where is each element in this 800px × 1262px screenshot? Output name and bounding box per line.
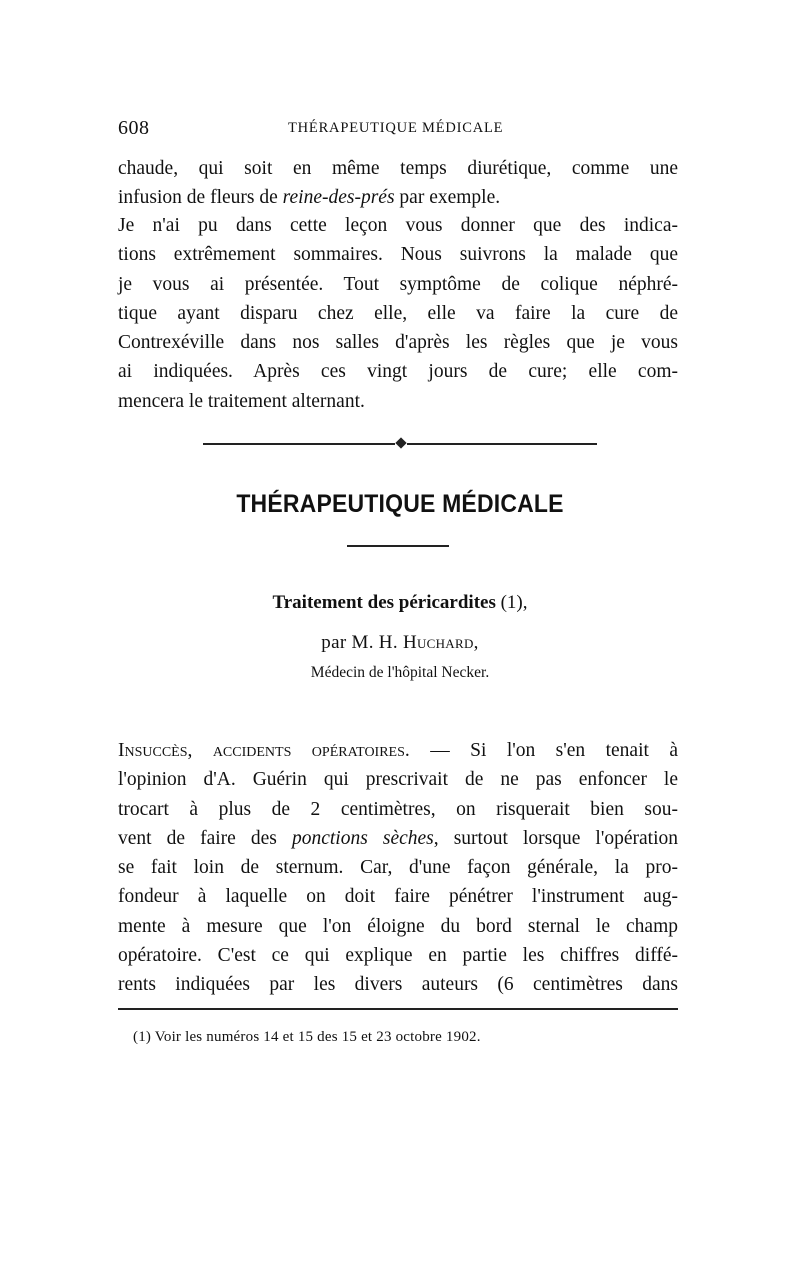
- text-line: infusion de fleurs de reine-des-prés par exemple.: [118, 187, 501, 209]
- text-line: je vous ai présentée. Tout symptôme de colique néphré-: [118, 273, 678, 295]
- author-affiliation: Médecin de l'hôpital Necker.: [310, 664, 490, 681]
- running-head: [118, 117, 678, 141]
- byline-prefix: par M. H.: [321, 632, 403, 653]
- text-line: l'opinion d'A. Guérin qui prescrivait de ne pas enfoncer le: [118, 769, 678, 791]
- article-title-footnote-ref: (1),: [495, 592, 528, 613]
- section-title: THÉRAPEUTIQUE MÉDICALE: [236, 490, 564, 518]
- text-line: ai indiquées. Après ces vingt jours de cure; elle com-: [118, 361, 678, 383]
- running-title: THÉRAPEUTIQUE MÉDICALE: [288, 120, 504, 136]
- paragraph-lead: Insuccès, accidents opératoires.: [118, 740, 410, 761]
- page-number: 608: [118, 117, 150, 139]
- byline: [0, 632, 800, 654]
- author-name: Huchard,: [402, 632, 479, 653]
- diamond-ornament-icon: [395, 437, 406, 448]
- text-line: Je n'ai pu dans cette leçon vous donner que des indica-: [118, 215, 678, 236]
- article-title: [0, 592, 800, 614]
- article-title-main: Traitement des péricardites: [272, 592, 496, 613]
- text-line: chaude, qui soit en même temps diurétique, comme une: [118, 158, 678, 179]
- italic-term: reine-des-prés: [282, 187, 395, 209]
- text-line: mencera le traitement alternant.: [118, 390, 365, 412]
- text-line: se fait loin de sternum. Car, d'une façon générale, la pro-: [118, 857, 678, 879]
- paragraph-2: [118, 211, 678, 416]
- divider-line-right: [407, 443, 597, 445]
- text-line: tions extrêmement sommaires. Nous suivrons la malade que: [118, 244, 678, 266]
- paragraph-1: [118, 154, 678, 213]
- text-line: opératoire. C'est ce qui explique en partie les chiffres diffé-: [118, 945, 678, 967]
- divider-line-left: [203, 443, 395, 445]
- text-line: vent de faire des ponctions sèches, surtout lorsque l'opération: [118, 827, 678, 849]
- text-line: trocart à plus de 2 centimètres, on risquerait bien sou-: [118, 798, 678, 820]
- text-line: Insuccès, accidents opératoires. — Si l'on s'en tenait à: [118, 740, 679, 761]
- ornamental-divider: [203, 437, 597, 451]
- text-line: Contrexéville dans nos salles d'après les règles que je vous: [118, 332, 678, 354]
- text-line: fondeur à laquelle on doit faire pénétrer l'instrument aug-: [118, 886, 678, 908]
- text-line: rents indiquées par les divers auteurs (6 centimètres dans: [118, 974, 678, 996]
- text-line: mente à mesure que l'on éloigne du bord sternal le champ: [118, 915, 678, 937]
- paragraph-3: [118, 736, 678, 1000]
- short-rule: [347, 545, 449, 547]
- text-line: tique ayant disparu chez elle, elle va faire la cure de: [118, 302, 678, 324]
- footnote: (1) Voir les numéros 14 et 15 des 15 et 23 octobre 1902.: [133, 1029, 481, 1045]
- footnote-rule: [118, 1008, 678, 1010]
- italic-term: ponctions sèches: [291, 827, 434, 849]
